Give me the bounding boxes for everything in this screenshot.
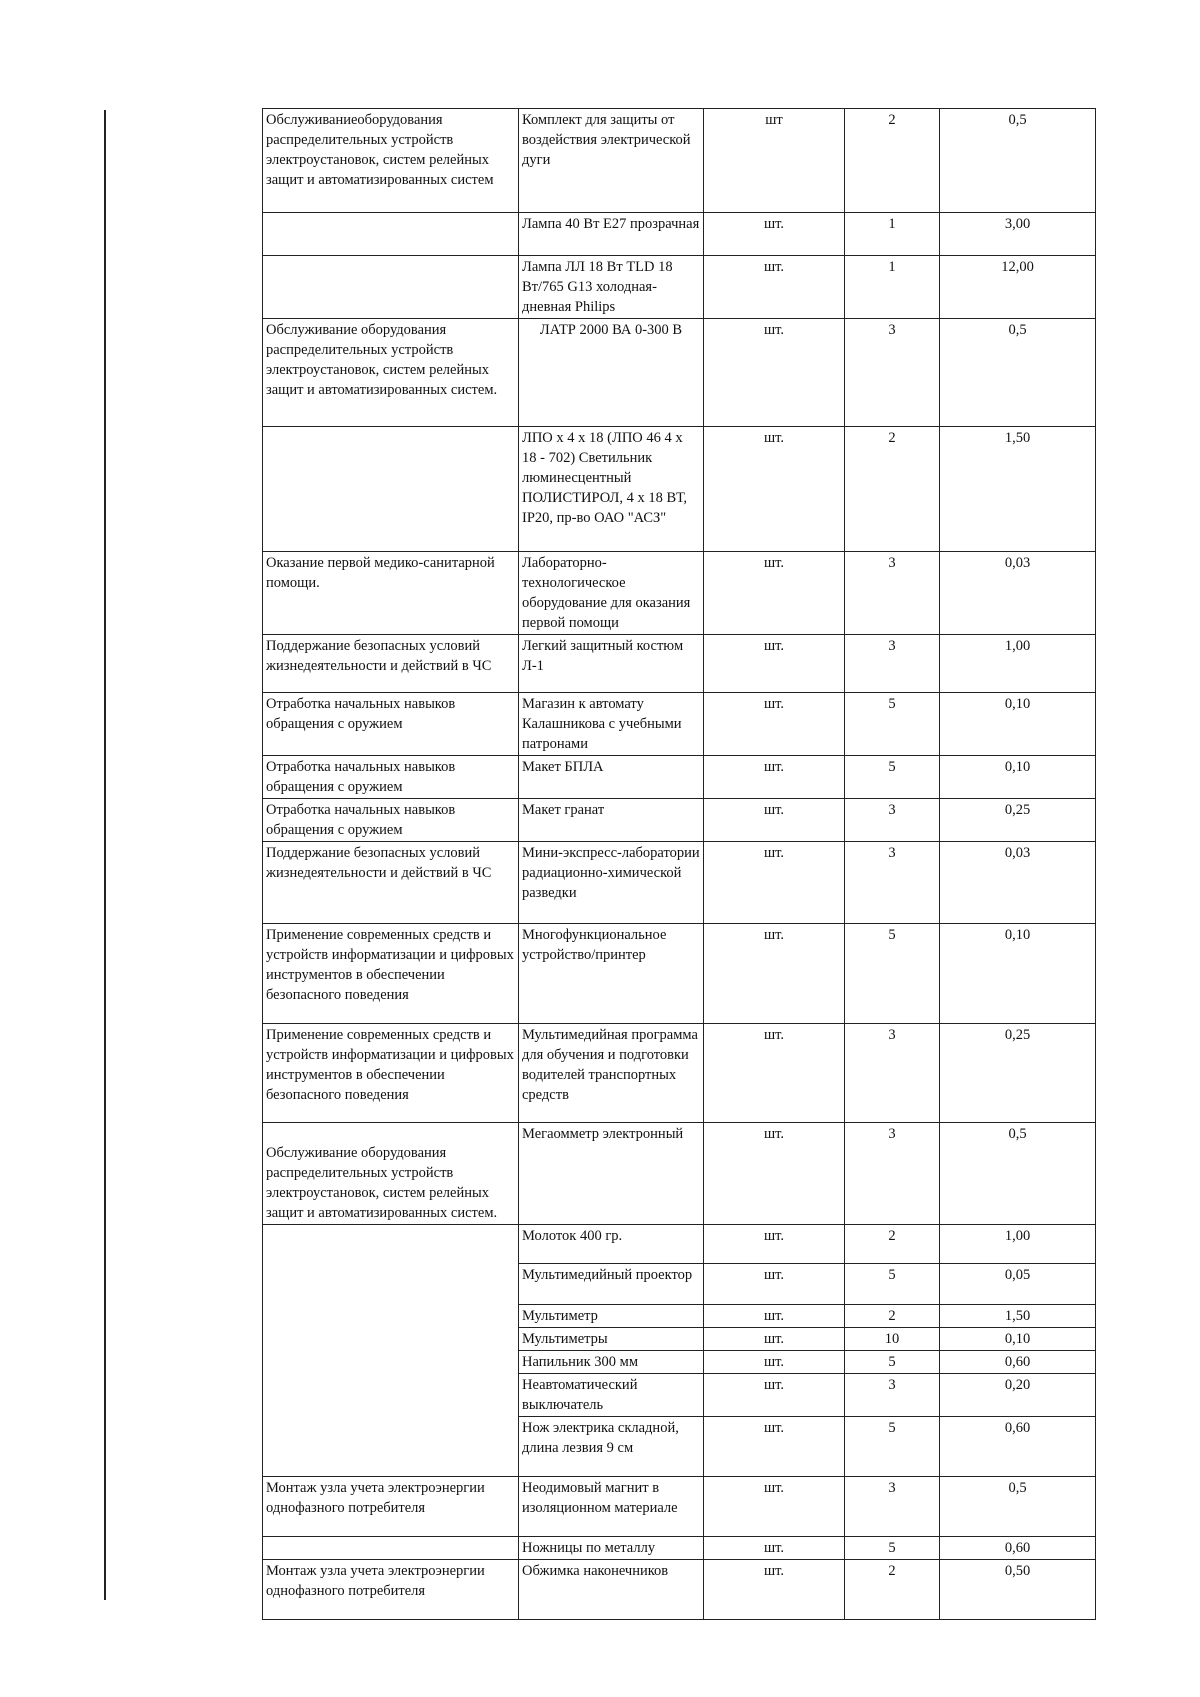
unit-cell: шт.: [704, 1264, 845, 1305]
table-row: [263, 109, 1096, 213]
item-cell: Лампа ЛЛ 18 Вт TLD 18 Вт/765 G13 холодная-дневная Philips: [519, 256, 704, 319]
table-row: [263, 319, 1096, 427]
value-cell: 0,60: [940, 1351, 1096, 1374]
value-cell: 0,10: [940, 756, 1096, 799]
table-row: [263, 1477, 1096, 1537]
value-cell: 0,10: [940, 693, 1096, 756]
unit-cell: шт.: [704, 842, 845, 924]
activity-cell: [263, 1537, 519, 1560]
value-cell: 0,03: [940, 552, 1096, 635]
qty-cell: 3: [845, 1374, 940, 1417]
table-row: [263, 256, 1096, 319]
item-cell: Молоток 400 гр.: [519, 1225, 704, 1264]
table-row: [263, 924, 1096, 1024]
value-cell: 0,5: [940, 1477, 1096, 1537]
value-cell: 0,25: [940, 1024, 1096, 1123]
qty-cell: 5: [845, 1417, 940, 1477]
value-cell: 0,5: [940, 1123, 1096, 1225]
item-cell: Макет гранат: [519, 799, 704, 842]
unit-cell: шт.: [704, 635, 845, 693]
qty-cell: 1: [845, 213, 940, 256]
qty-cell: 2: [845, 1305, 940, 1328]
qty-cell: 5: [845, 756, 940, 799]
item-cell: Неодимовый магнит в изоляционном материале: [519, 1477, 704, 1537]
activity-cell: Обслуживаниеоборудования распределительных устройств электроустановок, систем релейных защит и автоматизированных систем: [263, 109, 519, 213]
qty-cell: 3: [845, 552, 940, 635]
qty-cell: 2: [845, 1225, 940, 1264]
value-cell: 12,00: [940, 256, 1096, 319]
unit-cell: шт.: [704, 1024, 845, 1123]
activity-cell: Поддержание безопасных условий жизнедеятельности и действий в ЧС: [263, 635, 519, 693]
table-row: [263, 635, 1096, 693]
qty-cell: 3: [845, 1123, 940, 1225]
value-cell: 0,03: [940, 842, 1096, 924]
table-row: [263, 756, 1096, 799]
unit-cell: шт.: [704, 1560, 845, 1620]
unit-cell: шт.: [704, 1328, 845, 1351]
value-cell: 1,50: [940, 1305, 1096, 1328]
item-cell: Многофункциональное устройство/принтер: [519, 924, 704, 1024]
value-cell: 0,5: [940, 319, 1096, 427]
value-cell: 0,50: [940, 1560, 1096, 1620]
qty-cell: 5: [845, 1351, 940, 1374]
qty-cell: 1: [845, 256, 940, 319]
value-cell: 0,60: [940, 1417, 1096, 1477]
qty-cell: 3: [845, 635, 940, 693]
item-cell: Комплект для защиты от воздействия электрической дуги: [519, 109, 704, 213]
value-cell: 3,00: [940, 213, 1096, 256]
item-cell: Мегаомметр электронный: [519, 1123, 704, 1225]
table-row: [263, 1560, 1096, 1620]
value-cell: 0,25: [940, 799, 1096, 842]
item-cell: Мультимедийный проектор: [519, 1264, 704, 1305]
unit-cell: шт.: [704, 1477, 845, 1537]
activity-cell: Отработка начальных навыков обращения с оружием: [263, 756, 519, 799]
unit-cell: шт.: [704, 1417, 845, 1477]
value-cell: 0,10: [940, 924, 1096, 1024]
activity-cell: Поддержание безопасных условий жизнедеятельности и действий в ЧС: [263, 842, 519, 924]
item-cell: Ножницы по металлу: [519, 1537, 704, 1560]
item-cell: Магазин к автомату Калашникова с учебными патронами: [519, 693, 704, 756]
item-cell: Макет БПЛА: [519, 756, 704, 799]
activity-cell: [263, 213, 519, 256]
unit-cell: шт.: [704, 1305, 845, 1328]
activity-text: Обслуживание оборудования распределительных устройств электроустановок, систем релейных защит и автоматизированных систем.: [266, 1145, 498, 1221]
activity-cell: Обслуживание оборудования распределительных устройств электроустановок, систем релейных защит и автоматизированных систем.: [263, 319, 519, 427]
value-cell: 0,10: [940, 1328, 1096, 1351]
unit-cell: шт.: [704, 1225, 845, 1264]
qty-cell: 5: [845, 693, 940, 756]
unit-cell: шт.: [704, 1537, 845, 1560]
item-cell: ЛАТР 2000 ВА 0-300 В: [519, 319, 704, 427]
value-cell: 0,5: [940, 109, 1096, 213]
value-cell: 0,20: [940, 1374, 1096, 1417]
activity-cell: Монтаж узла учета электроэнергии однофазного потребителя: [263, 1560, 519, 1620]
table-row: [263, 1225, 1096, 1264]
value-cell: 0,05: [940, 1264, 1096, 1305]
item-cell: Обжимка наконечников: [519, 1560, 704, 1620]
unit-cell: шт.: [704, 256, 845, 319]
table-row: [263, 427, 1096, 552]
value-cell: 0,60: [940, 1537, 1096, 1560]
item-cell: Мультиметр: [519, 1305, 704, 1328]
unit-cell: шт.: [704, 924, 845, 1024]
qty-cell: 2: [845, 1560, 940, 1620]
unit-cell: шт.: [704, 213, 845, 256]
qty-cell: 5: [845, 1537, 940, 1560]
activity-cell: Отработка начальных навыков обращения с оружием: [263, 693, 519, 756]
activity-cell: [263, 1123, 519, 1225]
unit-cell: шт.: [704, 427, 845, 552]
qty-cell: 2: [845, 427, 940, 552]
activity-cell: Монтаж узла учета электроэнергии однофазного потребителя: [263, 1477, 519, 1537]
item-cell: Легкий защитный костюм Л-1: [519, 635, 704, 693]
unit-cell: шт.: [704, 799, 845, 842]
qty-cell: 5: [845, 924, 940, 1024]
table-row: [263, 552, 1096, 635]
item-cell: Неавтоматический выключатель: [519, 1374, 704, 1417]
equipment-table: [262, 108, 1096, 1620]
qty-cell: 3: [845, 1477, 940, 1537]
item-cell: Нож электрика складной, длина лезвия 9 см: [519, 1417, 704, 1477]
item-cell: Лампа 40 Вт Е27 прозрачная: [519, 213, 704, 256]
item-cell: Мультиметры: [519, 1328, 704, 1351]
activity-cell: Применение современных средств и устройств информатизации и цифровых инструментов в обеспечении безопасного поведения: [263, 1024, 519, 1123]
qty-cell: 3: [845, 799, 940, 842]
unit-cell: шт.: [704, 756, 845, 799]
table-row: [263, 799, 1096, 842]
unit-cell: шт.: [704, 552, 845, 635]
unit-cell: шт.: [704, 1374, 845, 1417]
activity-cell: [263, 256, 519, 319]
qty-cell: 5: [845, 1264, 940, 1305]
qty-cell: 10: [845, 1328, 940, 1351]
value-cell: 1,00: [940, 1225, 1096, 1264]
item-cell: Напильник 300 мм: [519, 1351, 704, 1374]
value-cell: 1,00: [940, 635, 1096, 693]
unit-cell: шт.: [704, 1351, 845, 1374]
table-row: [263, 1024, 1096, 1123]
qty-cell: 2: [845, 109, 940, 213]
qty-cell: 3: [845, 319, 940, 427]
activity-cell: [263, 427, 519, 552]
activity-cell: Оказание первой медико-санитарной помощи.: [263, 552, 519, 635]
qty-cell: 3: [845, 842, 940, 924]
activity-cell: Применение современных средств и устройств информатизации и цифровых инструментов в обеспечении безопасного поведения: [263, 924, 519, 1024]
qty-cell: 3: [845, 1024, 940, 1123]
activity-cell: Отработка начальных навыков обращения с оружием: [263, 799, 519, 842]
unit-cell: шт.: [704, 319, 845, 427]
table-row: [263, 842, 1096, 924]
unit-cell: шт.: [704, 1123, 845, 1225]
table-row: [263, 1123, 1096, 1225]
unit-cell: шт.: [704, 693, 845, 756]
item-cell: Лабораторно-технологическое оборудование для оказания первой помощи: [519, 552, 704, 635]
table-row: [263, 1537, 1096, 1560]
item-cell: ЛПО х 4 х 18 (ЛПО 46 4 х 18 - 702) Светильник люминесцентный ПОЛИСТИРОЛ, 4 х 18 ВТ, IP20, пр-во ОАО "АСЗ": [519, 427, 704, 552]
unit-cell: шт: [704, 109, 845, 213]
item-cell: Мини-экспресс-лаборатории радиационно-химической разведки: [519, 842, 704, 924]
table-row: [263, 693, 1096, 756]
item-cell: Мультимедийная программа для обучения и подготовки водителей транспортных средств: [519, 1024, 704, 1123]
table-row: [263, 213, 1096, 256]
value-cell: 1,50: [940, 427, 1096, 552]
left-margin-line: [104, 110, 106, 1600]
activity-cell: [263, 1225, 519, 1477]
